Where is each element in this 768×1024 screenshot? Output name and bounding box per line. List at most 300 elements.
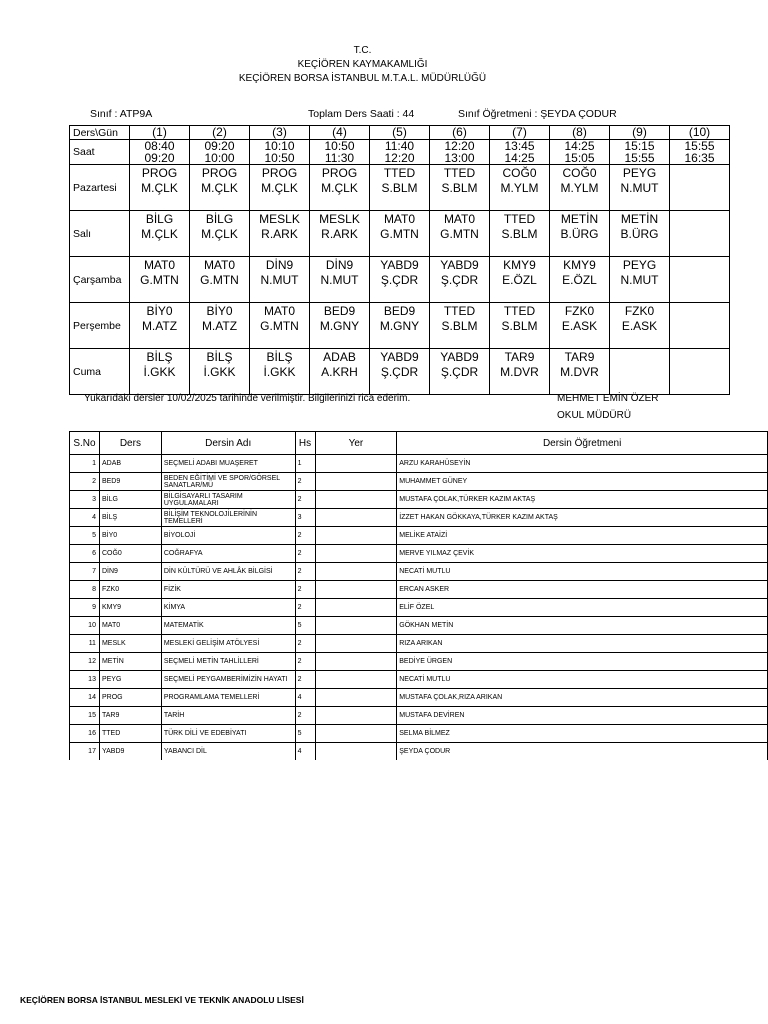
lesson-code: FZK0 — [624, 304, 655, 318]
lesson-code: BİLŞ — [266, 350, 293, 364]
course-teacher: MUSTAFA ÇOLAK,TÜRKER KAZIM AKTAŞ — [397, 491, 768, 509]
course-no: 7 — [70, 563, 100, 581]
period-start: 14:25 — [564, 139, 595, 153]
course-place — [315, 743, 397, 761]
course-no: 8 — [70, 581, 100, 599]
course-no: 4 — [70, 509, 100, 527]
lesson-teacher: İ.GKK — [263, 365, 296, 379]
lesson-code: PEYG — [622, 258, 657, 272]
lesson-teacher: G.MTN — [440, 227, 479, 241]
lesson-code: YABD9 — [440, 258, 479, 272]
period-start: 08:40 — [144, 139, 175, 153]
course-code: BİLG — [99, 491, 161, 509]
lesson-cell — [490, 349, 550, 395]
lesson-teacher: G.MTN — [380, 227, 419, 241]
period-number: (5) — [370, 126, 430, 140]
course-no: 9 — [70, 599, 100, 617]
lesson-cell — [370, 303, 430, 349]
lesson-teacher: M.ÇLK — [141, 181, 178, 195]
course-no: 1 — [70, 455, 100, 473]
lesson-teacher: E.ÖZL — [502, 273, 537, 287]
lesson-code: ADAB — [323, 350, 356, 364]
lesson-code: COĞ0 — [562, 166, 597, 180]
lesson-cell — [670, 303, 730, 349]
period-time-cell — [370, 140, 430, 165]
lesson-teacher: B.ÜRG — [560, 227, 599, 241]
course-code: MESLK — [99, 635, 161, 653]
lesson-teacher: M.ÇLK — [321, 181, 358, 195]
lesson-teacher: S.BLM — [501, 319, 538, 333]
course-code: BED9 — [99, 473, 161, 491]
course-place — [315, 635, 397, 653]
lesson-code: METİN — [560, 212, 599, 226]
lesson-cell — [190, 303, 250, 349]
lesson-code: TTED — [503, 304, 536, 318]
course-row — [70, 725, 768, 743]
lesson-code: MESLK — [259, 212, 300, 226]
course-name: BEDEN EĞİTİMİ VE SPOR/GÖRSEL SANATLAR/MÜ — [161, 473, 295, 491]
lesson-code: PROG — [261, 166, 298, 180]
lesson-code: KMY9 — [563, 258, 596, 272]
course-no: 12 — [70, 653, 100, 671]
course-teacher: MUSTAFA DEVİREN — [397, 707, 768, 725]
lesson-cell — [130, 257, 190, 303]
period-start: 12:20 — [444, 139, 475, 153]
course-row — [70, 563, 768, 581]
course-row — [70, 617, 768, 635]
course-code: FZK0 — [99, 581, 161, 599]
period-end: 14:25 — [504, 151, 535, 165]
lesson-teacher: G.MTN — [140, 273, 179, 287]
issue-note: Yukarıdaki dersler 10/02/2025 tarihinde verilmiştir. Bilgilerinizi rica ederim. — [84, 393, 411, 404]
lesson-code: MAT0 — [143, 258, 176, 272]
lesson-teacher: Ş.ÇDR — [380, 273, 419, 287]
lesson-cell — [250, 211, 310, 257]
lesson-teacher: M.DVR — [500, 365, 539, 379]
lesson-teacher: Ş.ÇDR — [380, 365, 419, 379]
course-name: YABANCI DİL — [161, 743, 295, 761]
course-row — [70, 491, 768, 509]
lesson-cell — [250, 349, 310, 395]
course-no: 14 — [70, 689, 100, 707]
course-name: TÜRK DİLİ VE EDEBİYATI — [161, 725, 295, 743]
lesson-cell — [310, 165, 370, 211]
principal-name: MEHMET EMİN ÖZER — [557, 393, 659, 404]
course-hours: 4 — [295, 743, 315, 761]
principal-title: OKUL MÜDÜRÜ — [557, 410, 632, 421]
lesson-cell — [430, 257, 490, 303]
lesson-code: BED9 — [383, 304, 416, 318]
period-time-cell — [490, 140, 550, 165]
lesson-teacher: N.MUT — [620, 273, 659, 287]
course-teacher: MERVE YILMAZ ÇEVİK — [397, 545, 768, 563]
lesson-cell — [430, 303, 490, 349]
course-place — [315, 707, 397, 725]
course-place — [315, 563, 397, 581]
course-place — [315, 455, 397, 473]
header-school: KEÇİÖREN BORSA İSTANBUL M.T.A.L. MÜDÜRLÜĞÜ — [238, 73, 487, 84]
period-start: 13:45 — [504, 139, 535, 153]
timetable-day-row — [70, 349, 730, 395]
lesson-code: YABD9 — [380, 258, 419, 272]
lesson-teacher: M.ATZ — [201, 319, 238, 333]
lesson-cell — [370, 165, 430, 211]
course-name: MATEMATİK — [161, 617, 295, 635]
lesson-teacher: E.ASK — [621, 319, 658, 333]
period-time-cell — [430, 140, 490, 165]
course-name: BİYOLOJİ — [161, 527, 295, 545]
class-teacher: Sınıf Öğretmeni : ŞEYDA ÇODUR — [458, 108, 617, 120]
period-number: (6) — [430, 126, 490, 140]
course-teacher: SELMA BİLMEZ — [397, 725, 768, 743]
lesson-teacher: G.MTN — [200, 273, 239, 287]
lesson-teacher: S.BLM — [441, 319, 478, 333]
day-name: Perşembe — [70, 303, 130, 349]
course-hours: 2 — [295, 635, 315, 653]
course-row — [70, 509, 768, 527]
lesson-teacher: M.YLM — [560, 181, 599, 195]
course-teacher: BEDİYE ÜRGEN — [397, 653, 768, 671]
lesson-cell — [430, 211, 490, 257]
lesson-cell — [550, 211, 610, 257]
course-row — [70, 689, 768, 707]
course-place — [315, 725, 397, 743]
period-end: 16:35 — [684, 151, 715, 165]
corner-label: Ders\Gün — [70, 126, 130, 140]
lesson-teacher: A.KRH — [321, 365, 358, 379]
lesson-teacher: G.MTN — [260, 319, 299, 333]
lesson-code: PROG — [321, 166, 358, 180]
course-place — [315, 581, 397, 599]
course-code: TTED — [99, 725, 161, 743]
period-number: (3) — [250, 126, 310, 140]
course-place — [315, 509, 397, 527]
period-time-cell — [310, 140, 370, 165]
lesson-cell — [310, 303, 370, 349]
period-end: 11:30 — [324, 151, 355, 165]
footer-school-name: KEÇİÖREN BORSA İSTANBUL MESLEKİ VE TEKNİK ANADOLU LİSESİ — [20, 995, 304, 1005]
period-start: 15:15 — [624, 139, 655, 153]
course-code: KMY9 — [99, 599, 161, 617]
period-number: (7) — [490, 126, 550, 140]
lesson-cell — [610, 303, 670, 349]
period-start: 09:20 — [204, 139, 235, 153]
timetable-day-row — [70, 257, 730, 303]
course-name: BİLGİSAYARLI TASARIM UYGULAMALARI — [161, 491, 295, 509]
period-end: 15:55 — [624, 151, 655, 165]
course-code: DİN9 — [99, 563, 161, 581]
lesson-cell — [610, 211, 670, 257]
lesson-cell — [310, 211, 370, 257]
course-hours: 2 — [295, 527, 315, 545]
lesson-teacher: M.ÇLK — [201, 181, 238, 195]
lesson-cell — [490, 211, 550, 257]
period-start: 10:50 — [324, 139, 355, 153]
course-code: PEYG — [99, 671, 161, 689]
course-code: PROG — [99, 689, 161, 707]
course-teacher: MUHAMMET GÜNEY — [397, 473, 768, 491]
lesson-teacher: Ş.ÇDR — [440, 365, 479, 379]
period-time-cell — [130, 140, 190, 165]
course-no: 10 — [70, 617, 100, 635]
course-no: 6 — [70, 545, 100, 563]
lesson-code: KMY9 — [503, 258, 536, 272]
course-row — [70, 743, 768, 761]
header-kaymakamlik: KEÇİÖREN KAYMAKAMLIĞI — [297, 59, 428, 70]
lesson-teacher: M.GNY — [319, 319, 360, 333]
period-end: 10:50 — [264, 151, 295, 165]
lesson-code: PEYG — [622, 166, 657, 180]
lesson-code: BİLŞ — [146, 350, 173, 364]
lesson-code: BİLŞ — [206, 350, 233, 364]
lesson-cell — [250, 257, 310, 303]
course-code: MAT0 — [99, 617, 161, 635]
course-name: SEÇMELİ PEYGAMBERİMİZİN HAYATI — [161, 671, 295, 689]
lesson-code: COĞ0 — [502, 166, 537, 180]
course-code: METİN — [99, 653, 161, 671]
period-number: (8) — [550, 126, 610, 140]
course-no: 15 — [70, 707, 100, 725]
course-no: 5 — [70, 527, 100, 545]
lesson-cell — [130, 211, 190, 257]
lesson-teacher: S.BLM — [381, 181, 418, 195]
lesson-teacher: M.ÇLK — [261, 181, 298, 195]
day-name: Pazartesi — [70, 165, 130, 211]
lesson-teacher: M.GNY — [379, 319, 420, 333]
day-name: Cuma — [70, 349, 130, 395]
lesson-code: FZK0 — [564, 304, 595, 318]
course-name: SEÇMELİ METİN TAHLİLLERİ — [161, 653, 295, 671]
course-no: 13 — [70, 671, 100, 689]
course-no: 3 — [70, 491, 100, 509]
lesson-teacher: E.ÖZL — [562, 273, 597, 287]
course-teacher: ELİF ÖZEL — [397, 599, 768, 617]
period-end: 12:20 — [384, 151, 415, 165]
lesson-cell — [250, 303, 310, 349]
lesson-code: TTED — [443, 304, 476, 318]
lesson-cell — [430, 349, 490, 395]
lesson-cell — [490, 303, 550, 349]
lesson-cell — [190, 211, 250, 257]
col-header-name: Dersin Adı — [161, 432, 295, 455]
lesson-code: TTED — [383, 166, 416, 180]
course-place — [315, 617, 397, 635]
lesson-cell — [610, 165, 670, 211]
course-code: COĞ0 — [99, 545, 161, 563]
lesson-code: PROG — [141, 166, 178, 180]
lesson-cell — [670, 211, 730, 257]
col-header-hours: Hs — [295, 432, 315, 455]
period-start: 10:10 — [264, 139, 295, 153]
period-number: (2) — [190, 126, 250, 140]
lesson-teacher: M.ATZ — [141, 319, 178, 333]
course-hours: 2 — [295, 581, 315, 599]
course-row — [70, 581, 768, 599]
lesson-code: MAT0 — [443, 212, 476, 226]
course-name: COĞRAFYA — [161, 545, 295, 563]
header-tc: T.C. — [353, 45, 372, 56]
col-header-sno: S.No — [70, 432, 100, 455]
period-number: (1) — [130, 126, 190, 140]
day-name: Çarşamba — [70, 257, 130, 303]
lesson-code: YABD9 — [440, 350, 479, 364]
lesson-cell — [310, 257, 370, 303]
lesson-code: TTED — [443, 166, 476, 180]
lesson-teacher: R.ARK — [321, 227, 358, 241]
lesson-cell — [130, 349, 190, 395]
timetable-day-row — [70, 165, 730, 211]
course-row — [70, 545, 768, 563]
period-time-cell — [670, 140, 730, 165]
lesson-code: MAT0 — [263, 304, 296, 318]
col-header-place: Yer — [315, 432, 397, 455]
weekly-timetable — [69, 125, 730, 395]
lesson-teacher: N.MUT — [620, 181, 659, 195]
timetable-day-row — [70, 303, 730, 349]
period-start: 15:55 — [684, 139, 715, 153]
lesson-code: DİN9 — [325, 258, 354, 272]
course-teacher: NECATİ MUTLU — [397, 563, 768, 581]
day-name: Salı — [70, 211, 130, 257]
lesson-code: TAR9 — [564, 350, 595, 364]
lesson-cell — [610, 349, 670, 395]
course-name: PROGRAMLAMA TEMELLERİ — [161, 689, 295, 707]
course-list-table — [69, 431, 768, 760]
course-hours: 2 — [295, 545, 315, 563]
course-row — [70, 635, 768, 653]
lesson-code: BİY0 — [146, 304, 173, 318]
course-row — [70, 707, 768, 725]
lesson-code: METİN — [620, 212, 659, 226]
lesson-code: TTED — [503, 212, 536, 226]
total-hours: Toplam Ders Saati : 44 — [308, 108, 415, 120]
lesson-cell — [670, 349, 730, 395]
course-name: DİN KÜLTÜRÜ VE AHLÂK BİLGİSİ — [161, 563, 295, 581]
period-time-cell — [610, 140, 670, 165]
lesson-cell — [490, 165, 550, 211]
period-end: 13:00 — [444, 151, 475, 165]
period-end: 10:00 — [204, 151, 235, 165]
lesson-cell — [430, 165, 490, 211]
lesson-code: TAR9 — [504, 350, 535, 364]
period-time-cell — [550, 140, 610, 165]
course-hours: 2 — [295, 707, 315, 725]
col-header-teacher: Dersin Öğretmeni — [397, 432, 768, 455]
course-place — [315, 653, 397, 671]
lesson-teacher: N.MUT — [260, 273, 299, 287]
course-name: TARİH — [161, 707, 295, 725]
course-row — [70, 653, 768, 671]
course-hours: 2 — [295, 599, 315, 617]
lesson-code: MESLK — [319, 212, 360, 226]
lesson-teacher: İ.GKK — [143, 365, 176, 379]
lesson-teacher: Ş.ÇDR — [440, 273, 479, 287]
lesson-cell — [610, 257, 670, 303]
lesson-cell — [550, 257, 610, 303]
course-row — [70, 527, 768, 545]
lesson-cell — [550, 303, 610, 349]
course-teacher: ERCAN ASKER — [397, 581, 768, 599]
course-row — [70, 671, 768, 689]
period-start: 11:40 — [384, 139, 415, 153]
course-teacher: NECATİ MUTLU — [397, 671, 768, 689]
lesson-cell — [250, 165, 310, 211]
course-name: MESLEKİ GELİŞİM ATÖLYESİ — [161, 635, 295, 653]
lesson-teacher: İ.GKK — [203, 365, 236, 379]
course-teacher: ŞEYDA ÇODUR — [397, 743, 768, 761]
course-row — [70, 599, 768, 617]
course-name: SEÇMELİ ADABI MUAŞERET — [161, 455, 295, 473]
course-hours: 3 — [295, 509, 315, 527]
lesson-cell — [130, 165, 190, 211]
lesson-code: BİY0 — [206, 304, 233, 318]
lesson-cell — [130, 303, 190, 349]
course-code: BİLŞ — [99, 509, 161, 527]
course-place — [315, 491, 397, 509]
lesson-teacher: M.YLM — [500, 181, 539, 195]
period-number: (4) — [310, 126, 370, 140]
course-name: BİLİŞİM TEKNOLOJİLERİNİN TEMELLERİ — [161, 509, 295, 527]
saat-label: Saat — [70, 140, 130, 165]
course-hours: 2 — [295, 563, 315, 581]
course-code: YABD9 — [99, 743, 161, 761]
lesson-teacher: M.DVR — [560, 365, 599, 379]
course-name: KİMYA — [161, 599, 295, 617]
course-code: BİY0 — [99, 527, 161, 545]
period-end: 09:20 — [144, 151, 175, 165]
lesson-cell — [490, 257, 550, 303]
course-hours: 4 — [295, 689, 315, 707]
timetable-header-row — [70, 126, 730, 140]
lesson-cell — [370, 349, 430, 395]
lesson-code: BİLG — [145, 212, 174, 226]
course-place — [315, 689, 397, 707]
lesson-cell — [190, 349, 250, 395]
lesson-cell — [370, 257, 430, 303]
lesson-teacher: S.BLM — [501, 227, 538, 241]
period-number: (9) — [610, 126, 670, 140]
lesson-code: BED9 — [323, 304, 356, 318]
course-teacher: İZZET HAKAN GÖKKAYA,TÜRKER KAZIM AKTAŞ — [397, 509, 768, 527]
course-teacher: GÖKHAN METİN — [397, 617, 768, 635]
course-code: ADAB — [99, 455, 161, 473]
course-hours: 5 — [295, 617, 315, 635]
course-teacher: MUSTAFA ÇOLAK,RIZA ARIKAN — [397, 689, 768, 707]
course-hours: 2 — [295, 473, 315, 491]
lesson-cell — [670, 257, 730, 303]
timetable-day-row — [70, 211, 730, 257]
col-header-code: Ders — [99, 432, 161, 455]
lesson-cell — [310, 349, 370, 395]
course-row — [70, 473, 768, 491]
timetable-time-row — [70, 140, 730, 165]
course-teacher: RIZA ARIKAN — [397, 635, 768, 653]
lesson-cell — [550, 165, 610, 211]
course-place — [315, 599, 397, 617]
course-place — [315, 473, 397, 491]
period-end: 15:05 — [564, 151, 595, 165]
class-label: Sınıf : ATP9A — [90, 108, 153, 120]
course-no: 16 — [70, 725, 100, 743]
lesson-code: PROG — [201, 166, 238, 180]
lesson-code: MAT0 — [383, 212, 416, 226]
course-place — [315, 545, 397, 563]
lesson-code: BİLG — [205, 212, 234, 226]
course-hours: 2 — [295, 671, 315, 689]
course-hours: 1 — [295, 455, 315, 473]
lesson-teacher: E.ASK — [561, 319, 598, 333]
lesson-cell — [670, 165, 730, 211]
